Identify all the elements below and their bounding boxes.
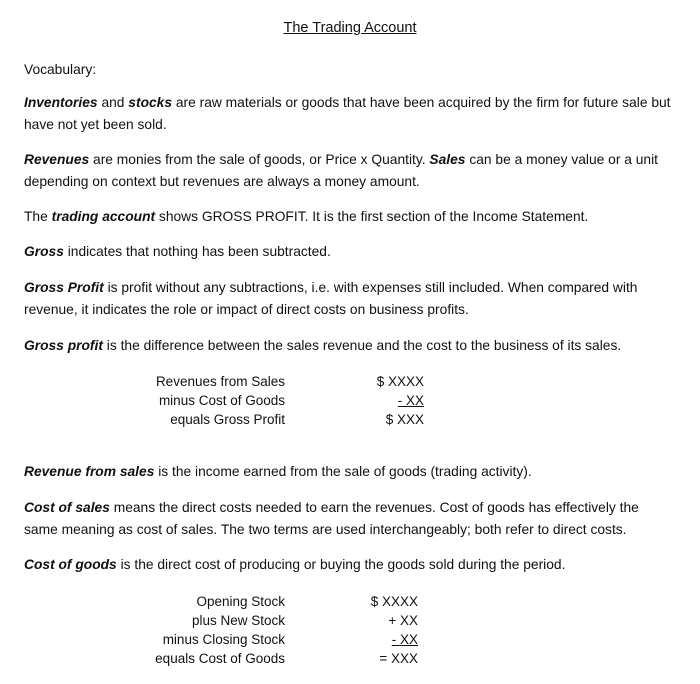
- term-revenues: Revenues: [24, 152, 90, 167]
- t2-row3-label: minus Closing Stock: [162, 632, 285, 647]
- t2-row4-label: equals Cost of Goods: [155, 651, 285, 666]
- page-title: The Trading Account: [283, 20, 417, 36]
- term-trading-account: trading account: [51, 209, 156, 224]
- t1-row3-label: equals Gross Profit: [170, 412, 285, 427]
- paragraph-gross: Gross indicates that nothing has been subtracted.: [24, 244, 331, 259]
- term-gross-profit: Gross Profit: [24, 280, 104, 295]
- paragraph-revenues: Revenues are monies from the sale of goods, or Price x Quantity. Sales can be a money value or a unit depending on context but revenues are always a money amount.: [24, 152, 658, 189]
- t1-row2-value: - XX: [397, 393, 424, 408]
- term-cost-of-sales: Cost of sales: [24, 500, 110, 515]
- term-inventories: Inventories: [24, 95, 98, 110]
- gross-profit-calculation: [0, 372, 700, 432]
- term-gross: Gross: [24, 244, 64, 259]
- t1-row1-value: $ XXXX: [376, 374, 424, 389]
- paragraph-gross-profit: Gross Profit is profit without any subtractions, i.e. with expenses still included. When compared with revenue, it indicates the role or impact of direct costs on business profits.: [24, 280, 638, 317]
- cost-of-goods-calculation: [0, 592, 700, 672]
- t2-row3-value: - XX: [391, 632, 418, 647]
- term-stocks: stocks: [128, 95, 173, 110]
- term-sales: Sales: [429, 152, 466, 167]
- t2-row1-label: Opening Stock: [196, 594, 285, 609]
- vocabulary-heading: Vocabulary:: [24, 62, 97, 77]
- paragraph-revenue-from-sales: Revenue from sales is the income earned from the sale of goods (trading activity).: [24, 464, 532, 479]
- t1-row1-label: Revenues from Sales: [155, 374, 285, 389]
- paragraph-cost-of-goods: Cost of goods is the direct cost of producing or buying the goods sold during the period.: [24, 557, 566, 572]
- paragraph-gross-profit-definition: Gross profit is the difference between the sales revenue and the cost to the business of its sales.: [24, 338, 622, 353]
- t1-row3-value: $ XXX: [385, 412, 424, 427]
- t1-row2-label: minus Cost of Goods: [158, 393, 285, 408]
- term-gross-profit-2: Gross profit: [24, 338, 103, 353]
- t2-row4-value: = XXX: [379, 651, 418, 666]
- paragraph-cost-of-sales: Cost of sales means the direct costs needed to earn the revenues. Cost of goods has effectively the same meaning as cost of sales. The two terms are used interchangeably; both refer to direct costs.: [24, 500, 639, 537]
- paragraph-trading-account: The trading account shows GROSS PROFIT. It is the first section of the Income Statement.: [24, 209, 589, 224]
- term-cost-of-goods: Cost of goods: [24, 557, 117, 572]
- term-revenue-from-sales: Revenue from sales: [24, 464, 155, 479]
- t2-row2-value: + XX: [388, 613, 418, 628]
- t2-row1-value: $ XXXX: [370, 594, 418, 609]
- t2-row2-label: plus New Stock: [191, 613, 285, 628]
- paragraph-inventories: Inventories and stocks are raw materials or goods that have been acquired by the firm for future sale but have not yet been sold.: [24, 95, 671, 132]
